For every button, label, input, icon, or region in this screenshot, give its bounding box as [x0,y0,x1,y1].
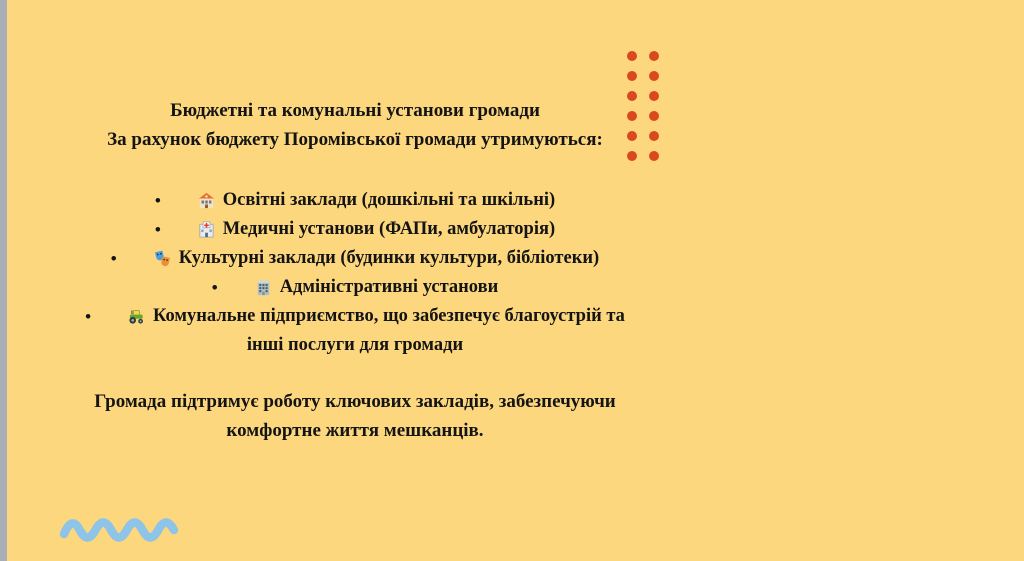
office-building-icon [254,278,273,297]
closing-line: Громада підтримує роботу ключових закладів, забезпечуючи [94,391,616,412]
tractor-icon [127,307,146,326]
list-item [25,273,685,302]
list-item [25,302,685,331]
list-item-label: Комунальне підприємство, що забезпечує благоустрій та [153,306,625,326]
performing-arts-icon [153,249,172,268]
bullet-marker: • [211,278,218,297]
list-item [25,244,685,273]
school-icon [197,191,216,210]
list-item [25,186,685,215]
dot [649,71,659,81]
list-item-continuation [25,331,685,360]
dot [627,51,637,61]
list-item-label: Адміністративні установи [279,277,499,297]
slide-content [25,96,685,445]
list-item-label: Культурні заклади (будинки культури, бібліотеки) [178,248,600,268]
wave-decoration [58,509,184,549]
dot [649,51,659,61]
list-item-label: Освітні заклади (дошкільні та шкільні) [222,190,556,210]
bullet-list [25,186,685,360]
dot [627,71,637,81]
list-item [25,215,685,244]
list-item-label: Медичні установи (ФАПи, амбулаторія) [222,219,556,239]
bullet-marker: • [154,191,161,210]
list-item-label: інші послуги для громади [246,335,464,355]
closing-text [25,387,685,445]
bullet-marker: • [85,307,92,326]
hospital-icon [197,220,216,239]
left-edge-strip [0,0,7,561]
closing-line: комфортне життя мешканців. [226,420,484,441]
slide-title: Бюджетні та комунальні установи громади [170,100,540,121]
bullet-marker: • [154,220,161,239]
bullet-marker: • [110,249,117,268]
slide-subtitle: За рахунок бюджету Поромівської громади утримуються: [107,129,603,150]
